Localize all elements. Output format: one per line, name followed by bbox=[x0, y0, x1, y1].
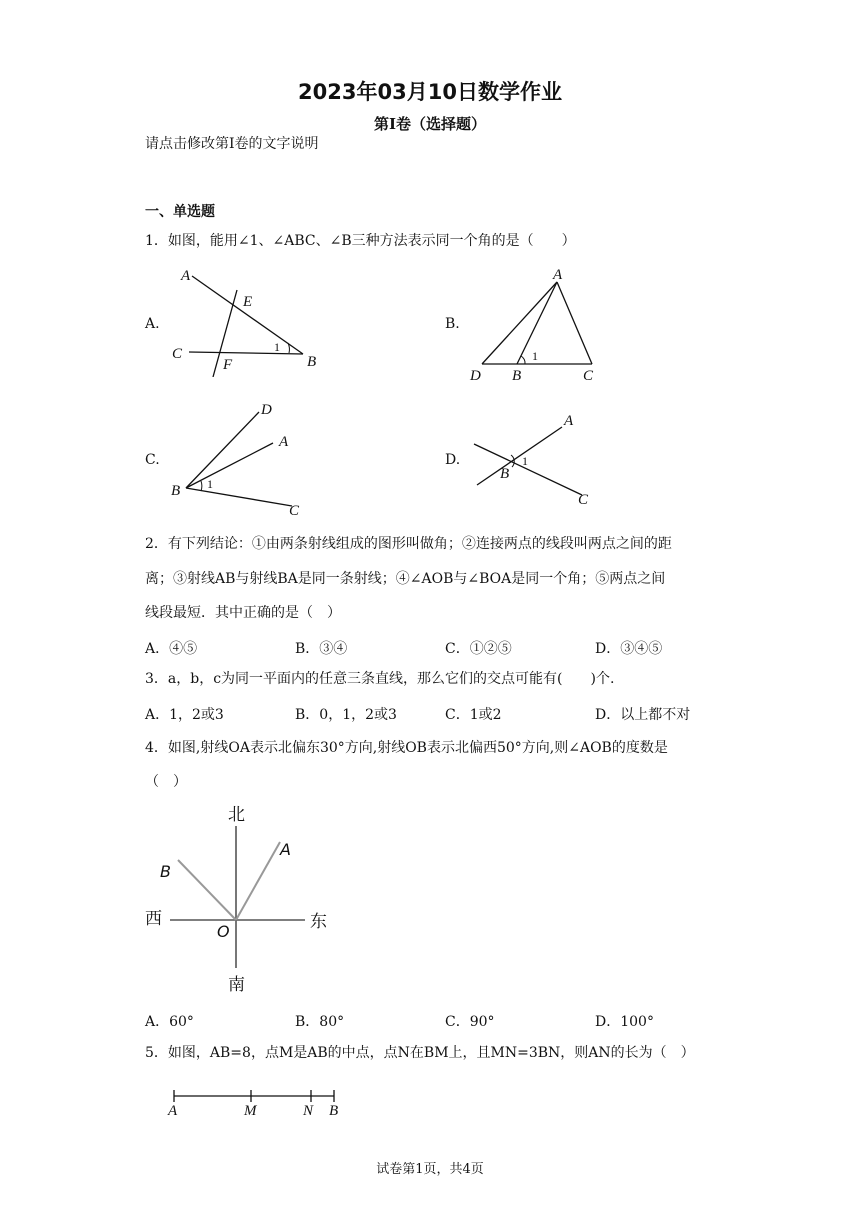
compass-north: 北 bbox=[228, 805, 245, 824]
compass-west: 西 bbox=[145, 909, 162, 928]
compass-label-b: B bbox=[160, 862, 171, 881]
question-4-line-2: （ ） bbox=[145, 774, 187, 790]
section-heading: 一、单选题 bbox=[145, 204, 215, 220]
fig-a-label-b: B bbox=[307, 354, 317, 370]
q4-option-b: B．80° bbox=[295, 1014, 345, 1030]
question-1-stem: 1．如图，能用∠1、∠ABC、∠B三种方法表示同一个角的是（ ） bbox=[145, 233, 576, 249]
compass-east: 东 bbox=[310, 912, 327, 931]
fig-d-label-1: 1 bbox=[522, 454, 528, 468]
q4-option-d: D．100° bbox=[595, 1014, 654, 1030]
fig-d-label-b: B bbox=[500, 466, 510, 482]
section-subtitle: 第I卷（选择题） bbox=[373, 115, 487, 133]
question-3-stem: 3．a，b，c为同一平面内的任意三条直线，那么它们的交点可能有( )个. bbox=[145, 671, 615, 687]
question-2-line-1: 2．有下列结论：①由两条射线组成的图形叫做角；②连接两点的线段叫两点之间的距 bbox=[145, 536, 672, 552]
fig-a-label-e: E bbox=[243, 294, 253, 310]
q3-option-c: C．1或2 bbox=[445, 707, 502, 723]
q1-option-b-label: B. bbox=[445, 316, 460, 332]
instruction-text: 请点击修改第I卷的文字说明 bbox=[145, 136, 319, 152]
fig-a-label-a: A bbox=[181, 268, 191, 284]
fig-a-label-c: C bbox=[172, 346, 183, 362]
fig-c-label-d: D bbox=[261, 402, 272, 418]
question-5-stem: 5．如图，AB=8，点M是AB的中点，点N在BM上，且MN=3BN，则AN的长为（ ） bbox=[145, 1045, 695, 1061]
question-4-line-1: 4．如图,射线OA表示北偏东30°方向,射线OB表示北偏西50°方向,则∠AOB的度数是 bbox=[145, 740, 668, 756]
q1-figure-c bbox=[165, 398, 315, 523]
compass-label-a: A bbox=[280, 840, 291, 859]
segment-label-n: N bbox=[303, 1103, 314, 1119]
question-2-line-3: 线段最短．其中正确的是（ ） bbox=[145, 605, 341, 621]
fig-b-label-d: D bbox=[470, 368, 481, 382]
fig-c-label-1: 1 bbox=[207, 477, 213, 491]
fig-d-label-a: A bbox=[564, 413, 574, 429]
fig-a-label-f: F bbox=[223, 357, 233, 373]
q2-option-b: B．③④ bbox=[295, 641, 348, 657]
segment-label-a: A bbox=[168, 1103, 178, 1119]
fig-b-label-1: 1 bbox=[532, 349, 538, 363]
compass-label-o: O bbox=[217, 922, 230, 941]
q4-compass-figure bbox=[140, 800, 340, 1000]
q1-option-d-label: D. bbox=[445, 452, 461, 468]
fig-c-label-c: C bbox=[289, 503, 300, 519]
q1-option-a-label: A. bbox=[145, 316, 160, 332]
q3-option-b: B．0，1，2或3 bbox=[295, 707, 397, 723]
fig-d-label-c: C bbox=[578, 492, 589, 508]
page-footer: 试卷第1页，共4页 bbox=[376, 1162, 484, 1177]
q5-segment-figure bbox=[160, 1085, 350, 1120]
fig-a-label-1: 1 bbox=[274, 340, 280, 354]
q3-option-a: A．1，2或3 bbox=[145, 707, 224, 723]
segment-label-b: B bbox=[329, 1103, 339, 1119]
q1-figure-d bbox=[465, 405, 605, 510]
fig-c-label-b: B bbox=[171, 483, 181, 499]
segment-label-m: M bbox=[244, 1103, 257, 1119]
question-2-line-2: 离；③射线AB与射线BA是同一条射线；④∠AOB与∠BOA是同一个角；⑤两点之间 bbox=[145, 571, 666, 587]
compass-south: 南 bbox=[228, 975, 245, 994]
q1-figure-b bbox=[465, 262, 605, 382]
fig-b-label-c: C bbox=[583, 368, 594, 382]
q2-option-c: C．①②⑤ bbox=[445, 641, 512, 657]
q4-option-c: C．90° bbox=[445, 1014, 495, 1030]
fig-b-label-a: A bbox=[553, 267, 563, 283]
fig-c-label-a: A bbox=[279, 434, 289, 450]
q4-option-a: A．60° bbox=[145, 1014, 194, 1030]
q2-option-a: A．④⑤ bbox=[145, 641, 198, 657]
q1-option-c-label: C. bbox=[145, 452, 160, 468]
q2-option-d: D．③④⑤ bbox=[595, 641, 663, 657]
q1-figure-a bbox=[165, 262, 335, 377]
fig-b-label-b: B bbox=[512, 368, 522, 382]
page-title: 2023年03月10日数学作业 bbox=[298, 80, 562, 104]
q3-option-d: D．以上都不对 bbox=[595, 707, 691, 723]
